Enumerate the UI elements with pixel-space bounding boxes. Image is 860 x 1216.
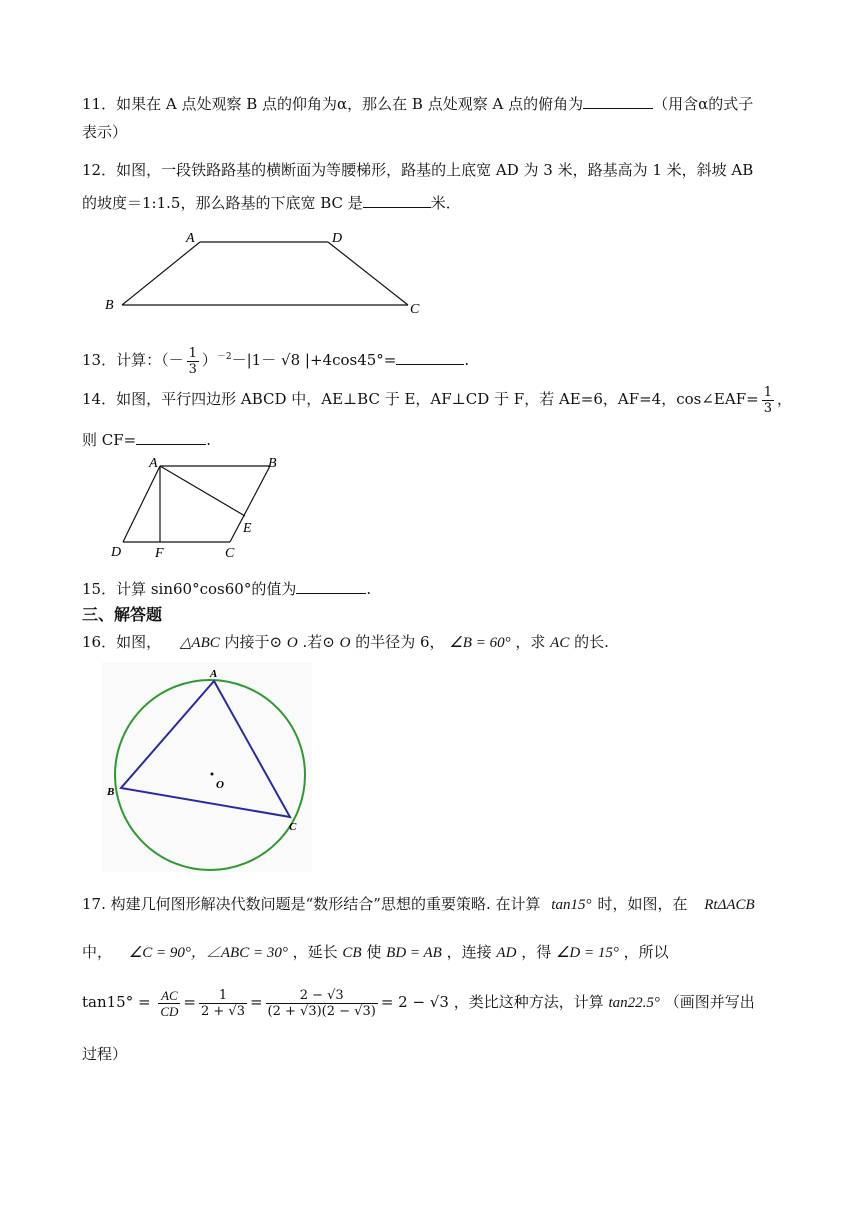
label-a: A [210, 668, 218, 680]
answer-blank[interactable] [296, 577, 366, 594]
q12-line2: 的坡度＝1:1.5，那么路基的下底宽 BC 是 米． [82, 191, 461, 213]
q14-line2: 则 CF= . [82, 428, 211, 450]
answer-blank[interactable] [396, 348, 464, 365]
label-d: D [332, 231, 343, 246]
q12-line1: 12．如图，一段铁路路基的横断面为等腰梯形，路基的上底宽 AD 为 3 米，路基高为 1 米，斜坡 AB [82, 161, 754, 179]
fraction: $\frac{1}{3}$ [188, 345, 197, 377]
answer-blank[interactable] [363, 191, 431, 208]
q17-line1: 17. 构建几何图形解决代数问题是“数形结合”思想的重要策略. 在计算 tan15° 时，如图，在 RtΔACB [82, 895, 755, 913]
q11-line2: 表示） [82, 123, 128, 141]
label-e: E [243, 521, 252, 536]
fraction: $\frac{1}{3}$ [763, 384, 772, 416]
label-b: B [107, 786, 115, 798]
parallelogram-figure [105, 454, 295, 564]
answer-blank[interactable] [583, 92, 653, 109]
label-c: C [225, 546, 235, 561]
fraction: $\frac{1}{2 + √3}$ [200, 987, 245, 1019]
fraction: $\frac{2 - √3}{(2 + √3)(2 - √3)}$ [267, 987, 376, 1019]
label-a: A [149, 456, 158, 471]
q15-line: 15．计算 sin60°cos60°的值为 . [82, 577, 371, 599]
label-c: C [289, 821, 297, 833]
label-b: B [268, 456, 277, 471]
q13-line: 13．计算：（－ $\frac{1}{3}$ ）$^{-2}$－|1－ √8 |+4cos45°= . [82, 345, 470, 377]
q16-line: 16．如图， △ABC 内接于⊙ O .若⊙ O 的半径为 6， ∠B = 60° ，求 AC 的长. [82, 633, 609, 651]
q17-line4: 过程） [82, 1045, 128, 1063]
q17-formula: tan15° = $\frac{AC}{CD}$ = $\frac{1}{2 + √3}$ = $\frac{2 - √3}{(2 + √3)(2 - √3)}$ = 2 − √3 ，类比这种方法，计算 tan22.5° （画图并写出 [82, 987, 755, 1019]
section-heading: 三、解答题 [82, 605, 163, 624]
label-a: A [186, 231, 195, 246]
circle-triangle-figure [102, 662, 312, 872]
q11-line1: 11．如果在 A 点处观察 B 点的仰角为α，那么在 B 点处观察 A 点的俯角为 （用含α的式子 [82, 92, 753, 114]
q17-line2: 中， ∠C = 90°，∠ABC = 30° ，延长 CB 使 BD = AB ，连接 AD ，得 ∠D = 15° ，所以 [82, 943, 669, 961]
fraction: $\frac{AC}{CD}$ [160, 987, 179, 1019]
trapezoid-figure [100, 225, 440, 320]
label-d: D [111, 545, 122, 560]
label-b: B [105, 298, 114, 313]
label-c: C [410, 302, 420, 317]
q14-line1: 14．如图，平行四边形 ABCD 中，AE⊥BC 于 E，AF⊥CD 于 F，若 AE=6，AF=4，cos∠EAF= $\frac{1}{3}$ ， [82, 384, 792, 416]
answer-blank[interactable] [136, 428, 206, 445]
label-f: F [155, 546, 164, 561]
label-o: O [216, 779, 224, 791]
